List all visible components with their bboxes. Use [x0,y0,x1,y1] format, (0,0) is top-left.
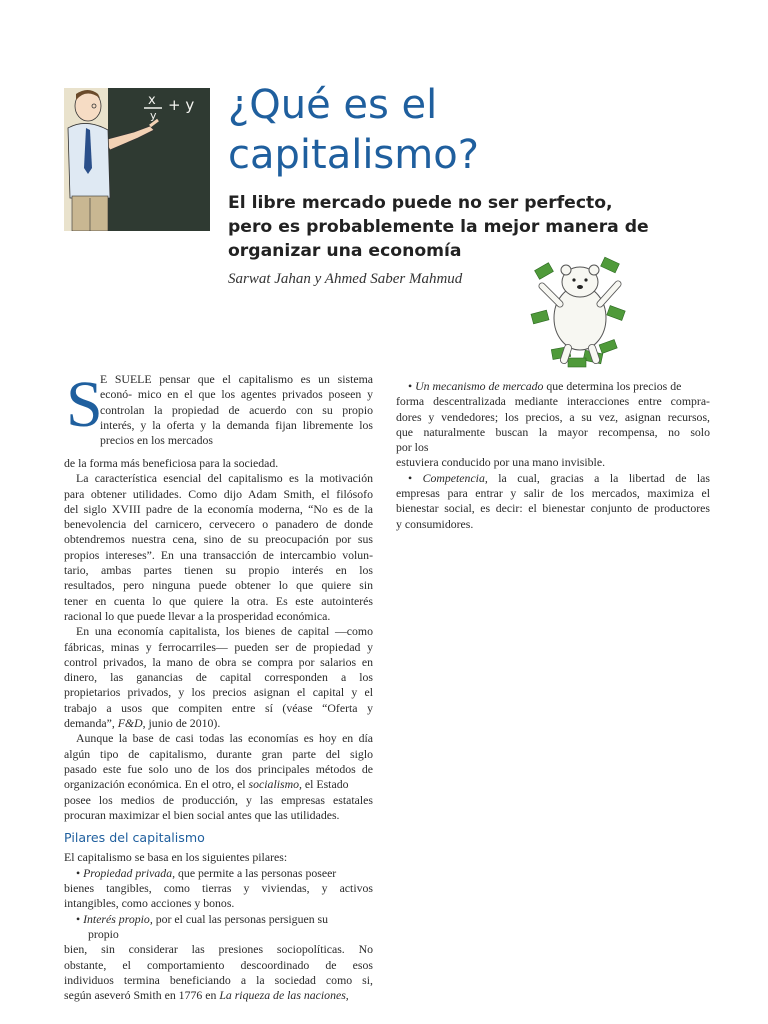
text-line: E SUELE pensar que el capitalismo es un sistema [100,372,373,386]
text-line: pasado este fue solo uno de los dos principales métodos de [64,761,373,776]
text-line: obstante, el comportamiento descoordinado de esos [64,957,373,972]
drop-cap: S [66,368,103,441]
text-fragment: por el cual las personas persiguen su [155,911,329,926]
text-fragment: , junio de 2010). [142,716,221,731]
text-line: de la forma más beneficiosa para la sociedad. [64,456,279,470]
text-line: propietarios privados, y los precios asignan el capital y el [64,685,373,700]
text-line: benevolencia del carnicero, cervecero o panadero de donde [64,517,373,532]
section-heading: Pilares del capitalismo [64,830,205,846]
text-line: obtendremos nuestra cena, sino de su preocupación por sus [64,532,373,547]
title-line: ¿Qué es el [228,82,438,128]
blackboard [108,88,210,231]
text-line: resultados, pero ninguna puede obtener lo que quiere sin [64,578,373,593]
text-line: estuviera conducido por una mano invisible. [396,455,606,470]
column-right [396,379,710,532]
text-line: intangibles, como acciones y bonos. [64,896,235,911]
text-line [64,866,373,881]
text-line: interés, y la oferta y la demanda fijan libremente los [100,417,373,432]
column-left [64,456,373,1003]
text-line: propio [88,926,119,941]
text-line: bienestar social, es decir: el bienestar conjunto de productores [396,501,710,516]
intro-paragraph [100,372,373,448]
text-line: dinero, las ganancias de capital corresponden a los [64,670,373,685]
text-line: racional lo que puede llevar a la prosperidad económica. [64,608,331,623]
text-line: Aunque la base de casi todas las economías es hoy en día [76,731,373,746]
paragraph-profit-motive [64,471,373,624]
text-line: precios en los mercados [100,433,214,448]
authors-byline: Sarwat Jahan y Ahmed Saber Mahmud [228,271,463,287]
text-line [396,471,710,486]
bullet-icon: • [76,865,81,880]
bullet-competition [396,471,710,532]
book-title: La riqueza de las naciones, [219,988,349,1003]
title-line: capitalismo? [228,132,479,178]
emphasis: Interés propio, [83,911,153,926]
text-line: El capitalismo se basa en los siguientes pilares: [64,850,288,865]
text-fragment: organización económica. En el otro, el [64,777,246,792]
text-line: propios intereses”. En una transacción de intercambio volun- [64,547,373,562]
text-line: bien, sin considerar las presiones sociopolíticas. No [64,942,373,957]
text-line: econó- mico en el que los agentes privados poseen y [100,387,373,402]
teacher-at-blackboard-illustration [64,88,210,231]
paragraph-capital-goods [64,624,373,731]
text-fragment: que permite a las personas poseer [178,865,337,880]
text-line: trabajo a usos que compiten entre sí (véase “Oferta y [64,700,373,715]
text-line: forma descentralizada mediante interacciones entre compra- [396,394,710,409]
text-line: posee los medios de producción, y las empresas estatales [64,792,373,807]
text-line: para obtener utilidades. Como dijo Adam Smith, el filósofo [64,486,373,501]
text-line [64,912,373,927]
polar-bear-with-money-illustration [530,252,630,370]
text-line: La característica esencial del capitalismo es la motivación [76,471,373,486]
text-fragment: según aseveró Smith en 1776 en [64,988,217,1003]
emphasis: Competencia, [422,470,488,485]
text-line: por los [396,440,429,455]
text-line: empresas para entrar y salir de los mercados, maximiza el [396,486,710,501]
text-line [396,379,710,394]
journal-name: F&D [117,716,143,731]
text-line: control privados, la mano de obra se compra por salarios en [64,654,373,669]
emphasis: Propiedad privada, [83,865,176,880]
subtitle-line: pero es probablemente la mejor manera de [228,217,649,237]
text-line: del siglo XVIII padre de la economía moderna, “No es de la [64,501,373,516]
svg-text:+ y: + y [168,96,195,114]
board-equation: x [148,93,156,108]
text-fragment: el Estado [304,777,349,792]
text-fragment: la cual, gracias a la libertad de las [498,470,711,485]
bullet-icon: • [76,911,81,926]
subtitle-line: El libre mercado puede no ser perfecto, [228,193,613,213]
bullet-market-mechanism [396,379,710,471]
text-line: algún tipo de capitalismo, durante gran parte del siglo [64,746,373,761]
text-line: En una economía capitalista, los bienes de capital —como [76,624,373,639]
bullet-icon: • [408,470,413,485]
text-line: tener en cuenta lo que quiere la otra. Es este autointerés [64,593,373,608]
text-line: fábricas, minas y ferrocarriles— pueden ser de propiedad y [64,639,373,654]
bullet-private-property [64,866,373,912]
text-line: dores y vendedores; los precios, a su vez, asignan recursos, [396,409,710,424]
text-fragment: que determina los precios de [546,379,682,393]
text-line: bienes tangibles, como tierras y viviendas, y activos [64,881,373,896]
text-line: individuos termina beneficiando a la sociedad como si, [64,972,373,987]
emphasis: Un mecanismo de mercado [415,379,544,393]
svg-text:y: y [150,109,157,122]
text-line: que naturalmente buscan la mayor recompensa, no solo [396,424,710,439]
paragraph-socialism [64,731,373,823]
text-line: tario, ambas partes tienen su propio interés en los [64,563,373,578]
text-line [64,716,373,731]
text-line: procuran maximizar el bien social antes que las utilidades. [64,807,340,822]
text-line [64,988,373,1003]
subtitle-line: organizar una economía [228,241,462,261]
text-line: y consumidores. [396,516,474,531]
text-line: controlan la propiedad de acuerdo con su propio [100,402,373,417]
bullet-self-interest [64,912,373,1004]
emphasis: socialismo, [248,777,302,792]
bullet-icon: • [408,379,413,393]
article-title [228,80,648,180]
text-line [64,777,373,792]
text-fragment: demanda”, [64,716,115,731]
